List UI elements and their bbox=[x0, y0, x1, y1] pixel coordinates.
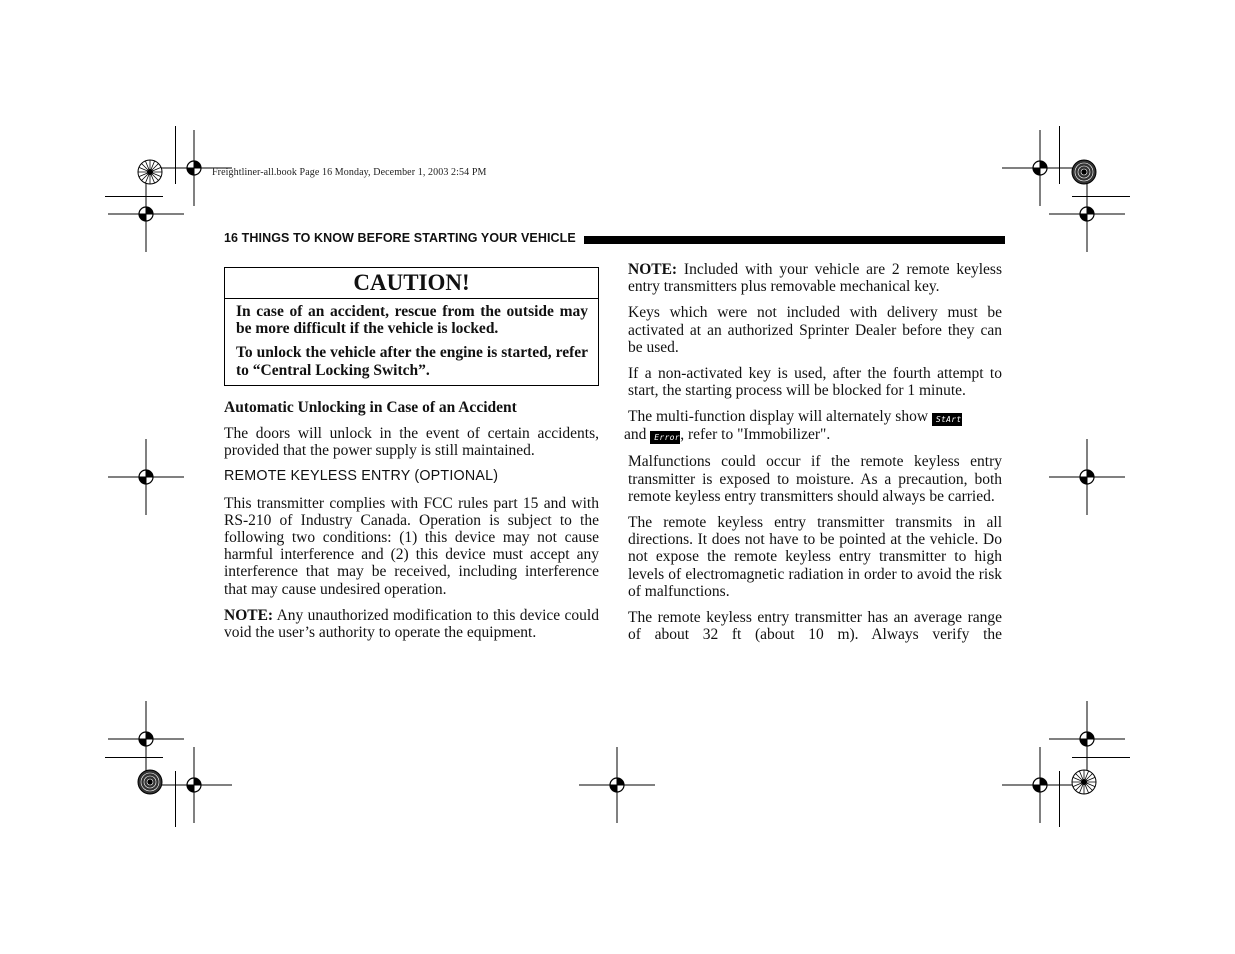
caution-paragraph: In case of an accident, rescue from the outside may be more difficult if the vehicle is locked. bbox=[236, 303, 588, 338]
caution-paragraph: To unlock the vehicle after the engine is started, refer to “Central Locking Switch”. bbox=[236, 344, 588, 379]
text-span: , refer to "Immobilizer". bbox=[680, 426, 831, 444]
paragraph: Malfunctions could occur if the remote keyless entry transmitter is exposed to moisture. As a precaution, both remote keyless entry transmitters should always be carried. bbox=[628, 453, 1002, 505]
left-column bbox=[224, 267, 599, 650]
print-slug: Freightliner-all.book Page 16 Monday, December 1, 2003 2:54 PM bbox=[212, 167, 487, 178]
crosshair-icon bbox=[1049, 701, 1125, 777]
paragraph: If a non-activated key is used, after the fourth attempt to start, the starting process will be blocked for 1 minute. bbox=[628, 365, 1002, 400]
text-span: The multi-function display will alternately show bbox=[628, 408, 932, 426]
note-label: NOTE: bbox=[224, 606, 274, 624]
section-heading: REMOTE KEYLESS ENTRY (OPTIONAL) bbox=[224, 468, 499, 485]
starburst-icon bbox=[138, 160, 162, 184]
crosshair-icon bbox=[1002, 130, 1078, 206]
lcd-start-icon: StArt bbox=[932, 413, 962, 426]
crosshair-icon bbox=[1002, 747, 1078, 823]
note-paragraph bbox=[224, 607, 599, 641]
starburst-icon bbox=[1072, 770, 1096, 794]
color-target-icon bbox=[138, 770, 162, 794]
display-paragraph bbox=[624, 408, 1002, 444]
lcd-error-icon: Error bbox=[650, 431, 680, 444]
crosshair-icon bbox=[108, 701, 184, 777]
crosshair-icon bbox=[156, 747, 232, 823]
paragraph: The remote keyless entry transmitter has an average range of about 32 ft (about 10 m). Always verify the bbox=[628, 609, 1002, 644]
header-rule bbox=[584, 236, 1005, 244]
paragraph: Keys which were not included with delivery must be activated at an authorized Sprinter Dealer before they can be used. bbox=[628, 304, 1002, 356]
paragraph: The doors will unlock in the event of certain accidents, provided that the power supply is still maintained. bbox=[224, 425, 599, 460]
running-head: 16 THINGS TO KNOW BEFORE STARTING YOUR VEHICLE bbox=[224, 231, 576, 245]
note-text: Any unauthorized modification to this device could void the user’s authority to operate the equipment. bbox=[224, 606, 599, 642]
paragraph: The remote keyless entry transmitter transmits in all directions. It does not have to be pointed at the vehicle. Do not expose the remote keyless entry transmitter to high levels of electromagnetic radiation in order to avoid the risk of malfunctions. bbox=[628, 514, 1002, 600]
right-column bbox=[624, 261, 1002, 652]
note-label: NOTE: bbox=[628, 261, 678, 278]
crosshair-icon bbox=[108, 176, 184, 252]
section-heading: Automatic Unlocking in Case of an Accident bbox=[224, 398, 517, 416]
crosshair-icon bbox=[1049, 176, 1125, 252]
crosshair-icon bbox=[1049, 439, 1125, 515]
crosshair-icon bbox=[108, 439, 184, 515]
color-target-icon bbox=[1072, 160, 1096, 184]
crosshair-icon bbox=[579, 747, 655, 823]
caution-box bbox=[224, 267, 599, 386]
note-paragraph bbox=[628, 261, 1002, 295]
paragraph: This transmitter complies with FCC rules part 15 and with RS-210 of Industry Canada. Operation is subject to the following two conditions: (1) this device may not cause harmful interference and (2) this device must accept any interference that may be received, including interference that may cause undesired operation. bbox=[224, 494, 599, 598]
text-span: and bbox=[624, 426, 651, 444]
caution-body bbox=[225, 299, 598, 385]
note-text: Included with your vehicle are 2 remote keyless entry transmitters plus removable mechanical key. bbox=[628, 261, 1002, 296]
caution-title: CAUTION! bbox=[225, 268, 598, 299]
